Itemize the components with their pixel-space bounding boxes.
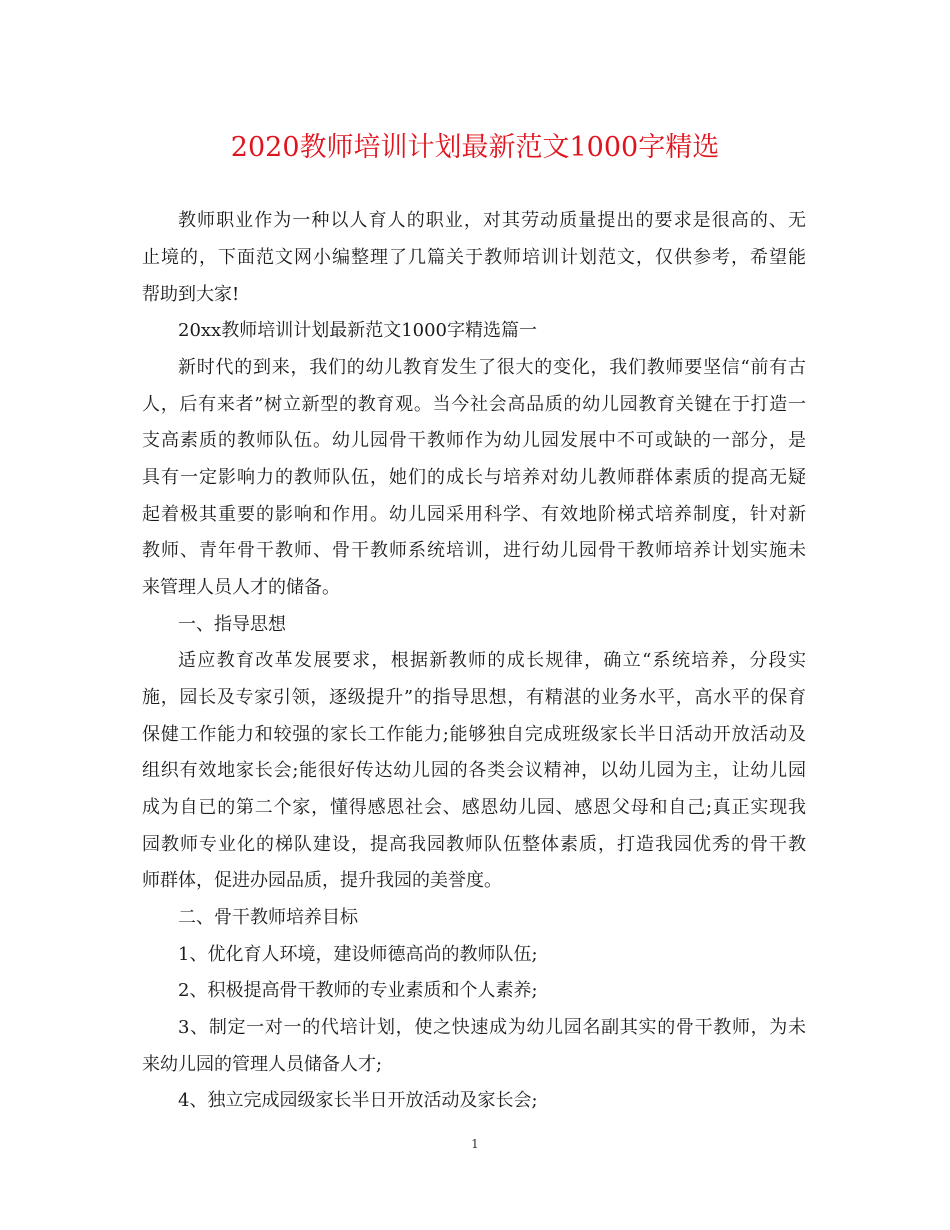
section-heading: 一、指导思想 (178, 614, 286, 635)
paragraph-line: 止境的，下面范文网小编整理了几篇关于教师培训计划范文，仅供参考，希望能 (142, 247, 806, 268)
list-item-continuation: 来幼儿园的管理人员储备人才; (142, 1054, 383, 1075)
paragraph-line: 师群体，促进办园品质，提升我园的美誉度。 (142, 870, 502, 891)
paragraph-line: 教师职业作为一种以人育人的职业，对其劳动质量提出的要求是很高的、无 (178, 210, 806, 231)
paragraph-line: 保健工作能力和较强的家长工作能力;能够独自完成班级家长半日活动开放活动及 (142, 724, 806, 745)
paragraph-line: 园教师专业化的梯队建设，提高我园教师队伍整体素质，打造我园优秀的骨干教 (142, 834, 806, 855)
paragraph-line: 教师、青年骨干教师、骨干教师系统培训，进行幼儿园骨干教师培养计划实施未 (142, 540, 806, 561)
section-heading: 二、骨干教师培养目标 (178, 907, 358, 928)
section-heading: 20xx教师培训计划最新范文1000字精选篇一 (178, 320, 538, 341)
paragraph-line: 成为自已的第二个家，懂得感恩社会、感恩幼儿园、感恩父母和自己;真正实现我 (142, 797, 806, 818)
paragraph-line: 新时代的到来，我们的幼儿教育发生了很大的变化，我们教师要坚信“前有古 (178, 357, 806, 378)
paragraph-line: 具有一定影响力的教师队伍，她们的成长与培养对幼儿教师群体素质的提高无疑 (142, 467, 806, 488)
paragraph-line: 支高素质的教师队伍。幼儿园骨干教师作为幼儿园发展中不可或缺的一部分，是 (142, 430, 806, 451)
paragraph-line: 施，园长及专家引领，逐级提升”的指导思想，有精湛的业务水平，高水平的保育 (142, 687, 806, 708)
list-item: 1、优化育人环境，建设师德高尚的教师队伍; (178, 944, 538, 965)
page-number: 1 (471, 1137, 479, 1151)
paragraph-line: 组织有效地家长会;能很好传达幼儿园的各类会议精神，以幼儿园为主，让幼儿园 (142, 760, 806, 781)
document-title: 2020教师培训计划最新范文1000字精选 (230, 132, 720, 163)
paragraph-line: 适应教育改革发展要求，根据新教师的成长规律，确立“系统培养，分段实 (178, 650, 806, 671)
paragraph-line: 来管理人员人才的储备。 (142, 577, 340, 598)
list-item: 3、制定一对一的代培计划，使之快速成为幼儿园名副其实的骨干教师，为未 (178, 1017, 806, 1038)
list-item: 4、独立完成园级家长半日开放活动及家长会; (178, 1090, 538, 1111)
paragraph-line: 帮助到大家! (142, 284, 240, 305)
list-item: 2、积极提高骨干教师的专业素质和个人素养; (178, 980, 538, 1001)
paragraph-line: 人，后有来者”树立新型的教育观。当今社会高品质的幼儿园教育关键在于打造一 (142, 394, 806, 415)
paragraph-line: 起着极其重要的影响和作用。幼儿园采用科学、有效地阶梯式培养制度，针对新 (142, 504, 806, 525)
